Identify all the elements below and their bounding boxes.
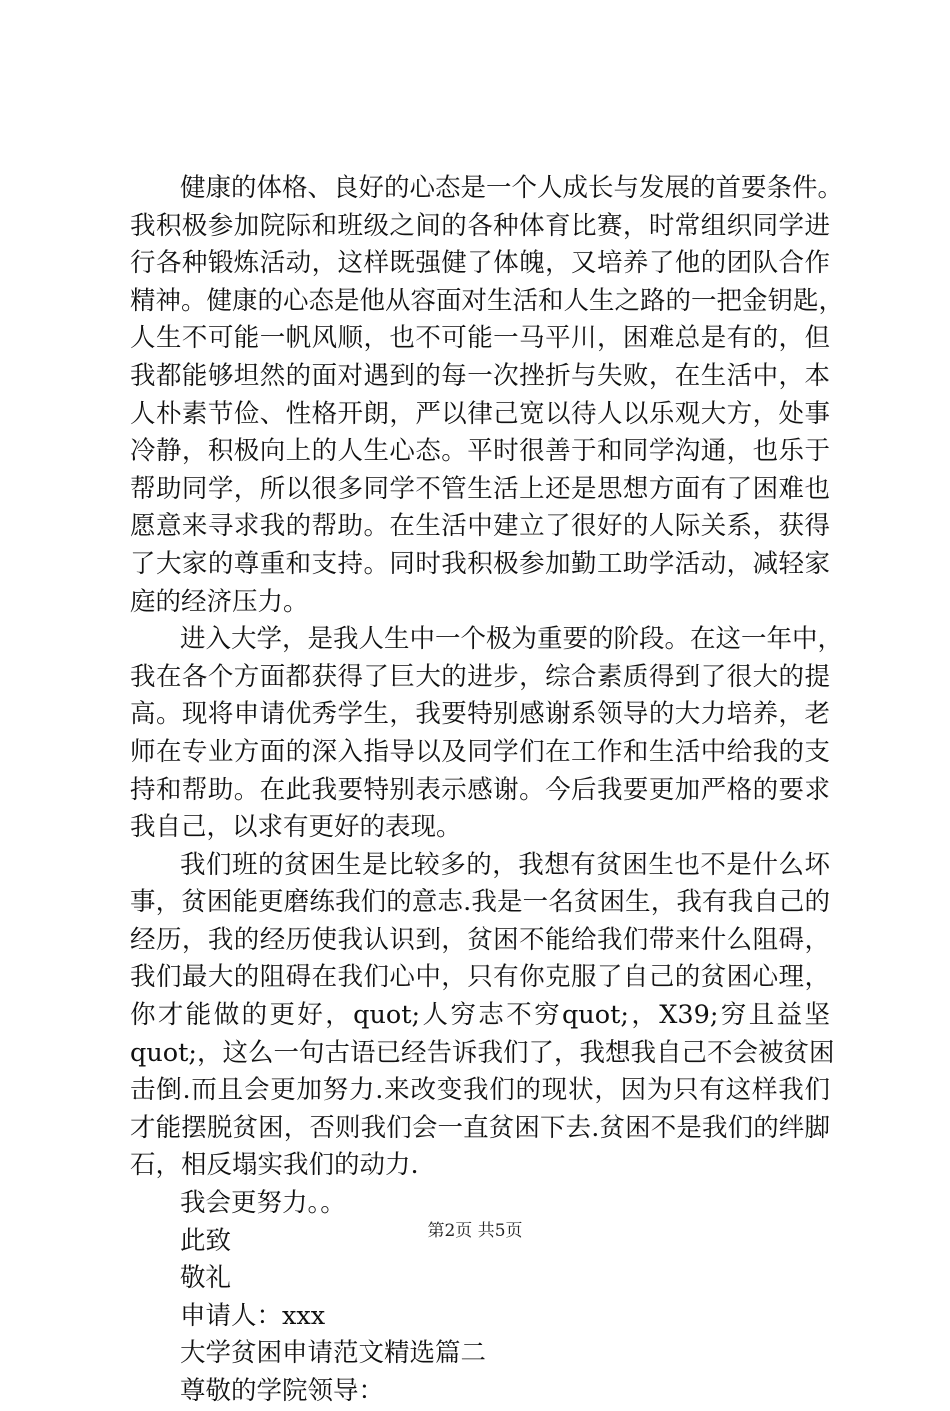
text-line: 你才能做的更好，quot;人穷志不穷quot;，X39;穷且益坚 bbox=[130, 1000, 830, 1031]
text-line: 冷静，积极向上的人生心态。平时很善于和同学沟通，也乐于 bbox=[130, 436, 830, 467]
text-line: 石，相反塌实我们的动力. bbox=[130, 1150, 419, 1181]
text-line: 帮助同学，所以很多同学不管生活上还是思想方面有了困难也 bbox=[130, 473, 830, 504]
letter-greeting: 尊敬的学院领导： bbox=[180, 1376, 385, 1406]
section-heading: 大学贫困申请范文精选篇二 bbox=[180, 1338, 487, 1369]
text-line: 经历，我的经历使我认识到，贫困不能给我们带来什么阻碍， bbox=[130, 924, 830, 955]
applicant-signature: 申请人：xxx bbox=[180, 1300, 326, 1331]
text-line: 事，贫困能更磨练我们的意志.我是一名贫困生，我有我自己的 bbox=[130, 887, 830, 918]
text-line: 人生不可能一帆风顺，也不可能一马平川，困难总是有的，但 bbox=[130, 323, 830, 354]
text-line: 进入大学，是我人生中一个极为重要的阶段。在这一年中， bbox=[180, 624, 844, 655]
text-line: 我在各个方面都获得了巨大的进步，综合素质得到了很大的提 bbox=[130, 661, 830, 692]
page-number-footer: 第2页 共5页 bbox=[427, 1221, 523, 1241]
text-line: 我们班的贫困生是比较多的，我想有贫困生也不是什么坏 bbox=[180, 849, 830, 880]
text-line: 健康的体格、良好的心态是一个人成长与发展的首要条件。 bbox=[180, 173, 844, 203]
text-line: 持和帮助。在此我要特别表示感谢。今后我要更加严格的要求 bbox=[130, 774, 830, 805]
salutation-cizhi: 此致 bbox=[180, 1225, 232, 1256]
closing-statement: 我会更努力。。 bbox=[180, 1188, 346, 1219]
paragraph-3 bbox=[130, 847, 835, 1185]
text-line: 精神。健康的心态是他从容面对生活和人生之路的一把金钥匙， bbox=[130, 285, 845, 316]
text-line: 师在专业方面的深入指导以及同学们在工作和生活中给我的支 bbox=[130, 736, 830, 767]
text-line: 我积极参加院际和班级之间的各种体育比赛，时常组织同学进 bbox=[130, 210, 830, 241]
text-line: 击倒.而且会更加努力.来改变我们的现状，因为只有这样我们 bbox=[130, 1075, 830, 1106]
text-line: 我都能够坦然的面对遇到的每一次挫折与失败，在生活中，本 bbox=[130, 360, 830, 391]
text-line: 我们最大的阻碍在我们心中，只有你克服了自己的贫困心理， bbox=[130, 962, 830, 993]
text-line: 行各种锻炼活动，这样既强健了体魄，又培养了他的团队合作 bbox=[130, 248, 830, 279]
text-line: 庭的经济压力。 bbox=[130, 586, 309, 617]
text-line: 才能摆脱贫困，否则我们会一直贫困下去.贫困不是我们的绊脚 bbox=[130, 1112, 830, 1143]
text-line: 愿意来寻求我的帮助。在生活中建立了很好的人际关系，获得 bbox=[130, 511, 830, 542]
paragraph-1 bbox=[130, 170, 845, 621]
text-line: 高。现将申请优秀学生，我要特别感谢系领导的大力培养，老 bbox=[130, 699, 830, 730]
text-line: 人朴素节俭、性格开朗，严以律己宽以待人以乐观大方，处事 bbox=[130, 398, 830, 429]
text-line: 我自己，以求有更好的表现。 bbox=[130, 812, 462, 843]
paragraph-2 bbox=[130, 621, 844, 847]
text-line: quot;，这么一句古语已经告诉我们了，我想我自己不会被贫困 bbox=[130, 1037, 835, 1068]
text-line: 了大家的尊重和支持。同时我积极参加勤工助学活动，减轻家 bbox=[130, 548, 830, 579]
salutation-jingli: 敬礼 bbox=[180, 1263, 232, 1294]
